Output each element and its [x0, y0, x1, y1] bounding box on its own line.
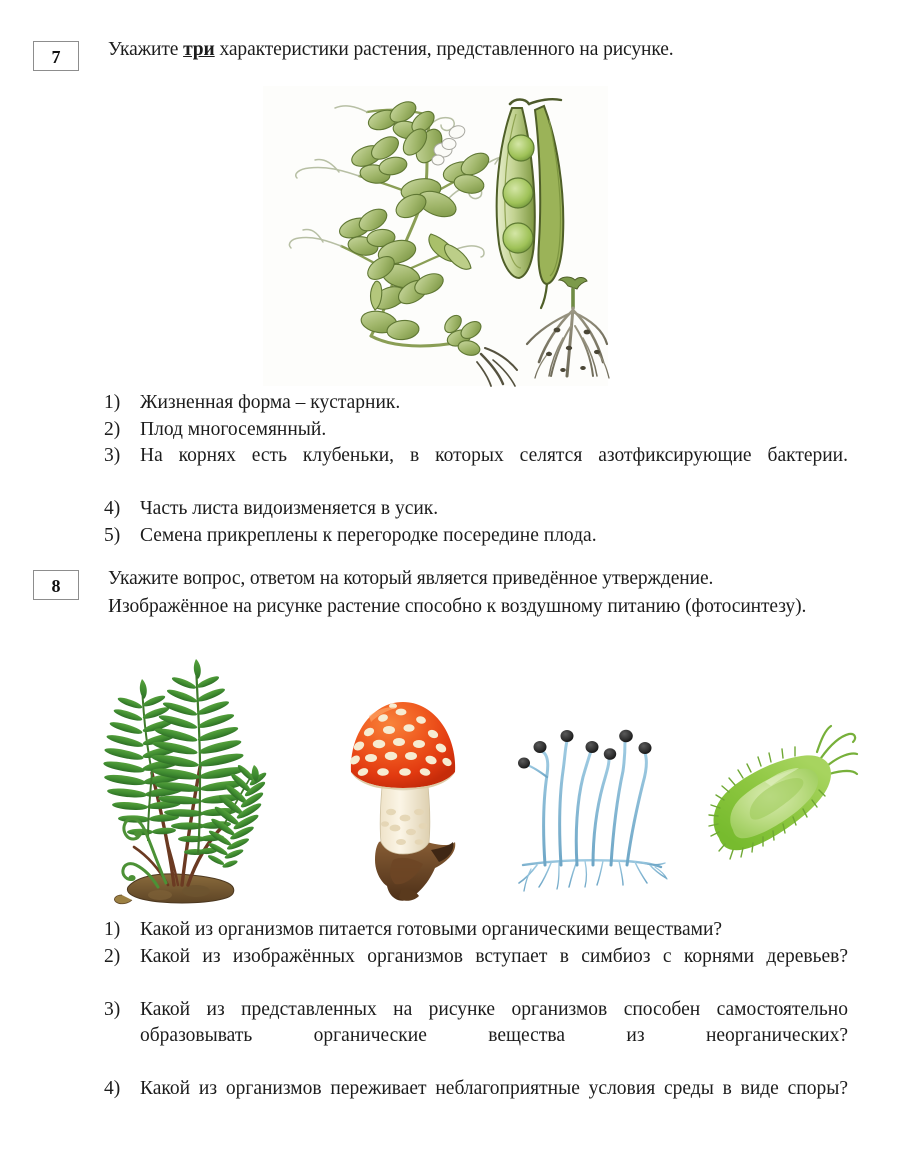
mushroom-cap — [348, 702, 455, 790]
task-7-prompt — [108, 36, 848, 64]
option-text: Жизненная форма – кустарник. — [140, 392, 401, 413]
mucor-mold-illustration — [515, 715, 670, 900]
option-text: Какой из организмов питается готовыми органическими веществами? — [140, 919, 723, 940]
option-text: Плод многосемянный. — [140, 418, 327, 440]
option-item[interactable] — [0, 496, 910, 523]
option-marker: 3) — [104, 445, 121, 466]
mold-svg — [515, 715, 670, 900]
option-marker: 2) — [104, 418, 121, 440]
mold-sporangia — [518, 730, 652, 769]
organisms-figure-row — [0, 655, 910, 905]
option-marker: 1) — [104, 392, 121, 413]
bacterium-svg — [705, 720, 860, 880]
task-8-number-box: 8 — [33, 570, 79, 600]
option-text: На корнях есть клубеньки, в которых селятся азотфиксирующие бактерии. — [140, 445, 848, 466]
option-marker: 5) — [104, 524, 121, 546]
task-7-number-box: 7 — [33, 41, 79, 71]
option-marker: 2) — [104, 945, 121, 967]
task-8-block — [0, 565, 910, 621]
option-item[interactable] — [0, 443, 910, 496]
task-7-block — [0, 36, 910, 70]
option-item[interactable] — [0, 917, 910, 944]
bacterium-illustration — [705, 720, 860, 880]
option-item[interactable] — [0, 1076, 910, 1129]
fern-illustration — [100, 655, 265, 905]
pea-seed — [508, 135, 534, 161]
pea-seed — [503, 178, 533, 208]
task-7-header — [0, 36, 910, 70]
option-item[interactable] — [0, 390, 910, 417]
option-text: Часть листа видоизменяется в усик. — [140, 498, 439, 519]
fly-agaric-mushroom-illustration — [335, 690, 470, 905]
task-7-prompt-after: характеристики растения, представленного на рисунке. — [214, 39, 674, 60]
pea-plant-svg — [263, 86, 608, 386]
task-8-prompt-line-2: Изображённое на рисунке растение способно к воздушному питанию (фотосинтезу). — [108, 596, 807, 617]
pea-seed — [503, 223, 533, 253]
option-text: Семена прикреплены к перегородке посередине плода. — [140, 524, 597, 546]
option-item[interactable] — [0, 944, 910, 997]
option-text: Какой из изображённых организмов вступает в симбиоз с корнями деревьев? — [140, 945, 848, 967]
task-7-prompt-emphasis: три — [183, 39, 215, 60]
option-item[interactable] — [0, 417, 910, 444]
option-item[interactable] — [0, 997, 910, 1077]
task-8-prompt-line-1: Укажите вопрос, ответом на который является приведённое утверждение. — [108, 568, 714, 589]
option-marker: 4) — [104, 1078, 121, 1099]
option-marker: 1) — [104, 919, 121, 940]
option-text: Какой из представленных на рисунке организмов способен самостоятельно образовывать органические вещества из неорганических? — [140, 998, 848, 1046]
task-8-prompt — [108, 565, 848, 621]
fern-svg — [100, 655, 265, 905]
mold-sporangiophores — [527, 741, 646, 865]
option-marker: 3) — [104, 998, 121, 1020]
option-item[interactable] — [0, 523, 910, 550]
task-8-header — [0, 565, 910, 621]
task-8-options — [0, 917, 910, 1129]
fern-frond — [207, 763, 268, 869]
pea-plant-illustration — [263, 86, 608, 386]
mushroom-svg — [335, 690, 470, 905]
option-marker: 4) — [104, 498, 121, 519]
task-7-prompt-before: Укажите — [108, 39, 184, 60]
task-7-options — [0, 390, 910, 549]
option-text: Какой из организмов переживает неблагоприятные условия среды в виде споры? — [140, 1078, 848, 1099]
